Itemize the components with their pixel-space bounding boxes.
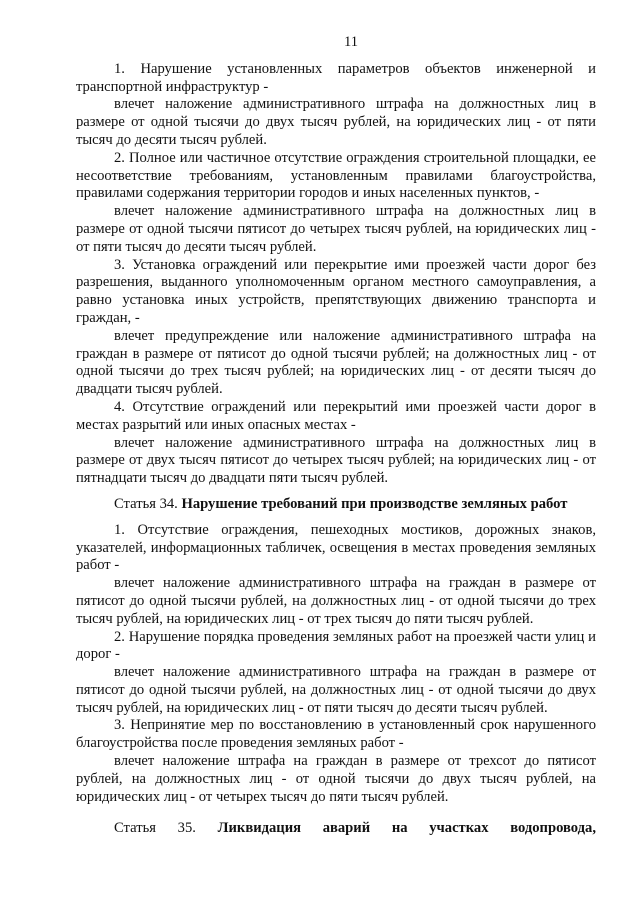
article-heading xyxy=(76,496,596,514)
paragraph: влечет наложение административного штрафа на граждан в размере от пятисот до одной тысячи рублей, на должностных лиц - от одной тысячи до двух тысяч рублей, на юридических лиц - от пяти тысяч до десяти тысяч рублей. xyxy=(76,664,596,716)
paragraph: влечет предупреждение или наложение административного штрафа на граждан в размере от пятисот до одной тысячи рублей; на должностных лиц - от одной тысячи до трех тысяч рублей; на юридических лиц - от десяти тысяч до двадцати тысяч рублей. xyxy=(76,327,596,398)
page-number: 11 xyxy=(343,34,359,50)
paragraph: влечет наложение административного штрафа на граждан в размере от пятисот до одной тысячи рублей, на должностных лиц - от одной тысячи до трех тысяч рублей, на юридических лиц - от трех тысяч до пяти тысяч рублей. xyxy=(76,575,596,627)
document-body xyxy=(76,61,596,838)
paragraph: 3. Непринятие мер по восстановлению в установленный срок нарушенного благоустройства после проведения земляных работ - xyxy=(76,717,596,752)
paragraph: 1. Отсутствие ограждения, пешеходных мостиков, дорожных знаков, указателей, информационных табличек, освещения в местах проведения земляных работ - xyxy=(76,521,596,574)
paragraph: влечет наложение административного штрафа на должностных лиц в размере от одной тысячи пятисот до четырех тысяч рублей, на юридических лиц - от пяти тысяч до десяти тысяч рублей. xyxy=(76,203,596,255)
article-title: Ликвидация аварий на участках водопровода, xyxy=(217,820,596,837)
paragraph: 4. Отсутствие ограждений или перекрытий ими проезжей части дорог в местах разрытий или иных опасных местах - xyxy=(76,398,596,433)
paragraph: 1. Нарушение установленных параметров объектов инженерной и транспортной инфраструктур - xyxy=(76,60,596,95)
article-heading xyxy=(76,820,596,838)
article-title: Нарушение требований при производстве земляных работ xyxy=(181,495,568,512)
paragraph: влечет наложение штрафа на граждан в размере от трехсот до пятисот рублей, на должностных лиц - от одной тысячи до двух тысяч рублей, на юридических лиц - от четырех тысяч до пяти тысяч рублей. xyxy=(76,753,596,805)
paragraph: влечет наложение административного штрафа на должностных лиц в размере от одной тысячи до двух тысяч рублей, на юридических лиц - от пяти тысяч до десяти тысяч рублей. xyxy=(76,96,596,148)
article-number: Статья 35. xyxy=(114,820,218,837)
paragraph: 2. Нарушение порядка проведения земляных работ на проезжей части улиц и дорог - xyxy=(76,628,596,663)
paragraph: 3. Установка ограждений или перекрытие ими проезжей части дорог без разрешения, выданного уполномоченным органом местного самоуправления, а равно установка иных устройств, препятствующих движению транспорта и граждан, - xyxy=(76,256,596,326)
paragraph: влечет наложение административного штрафа на должностных лиц в размере от двух тысяч пятисот до четырех тысяч рублей; на юридических лиц - от пятнадцати тысяч до двадцати пяти тысяч рублей. xyxy=(76,434,596,487)
article-number: Статья 34. xyxy=(114,495,182,512)
paragraph: 2. Полное или частичное отсутствие ограждения строительной площадки, ее несоответствие требованиям, установленным правилами благоустройства, правилами содержания территории городов и иных населенных пунктов, - xyxy=(76,149,596,202)
